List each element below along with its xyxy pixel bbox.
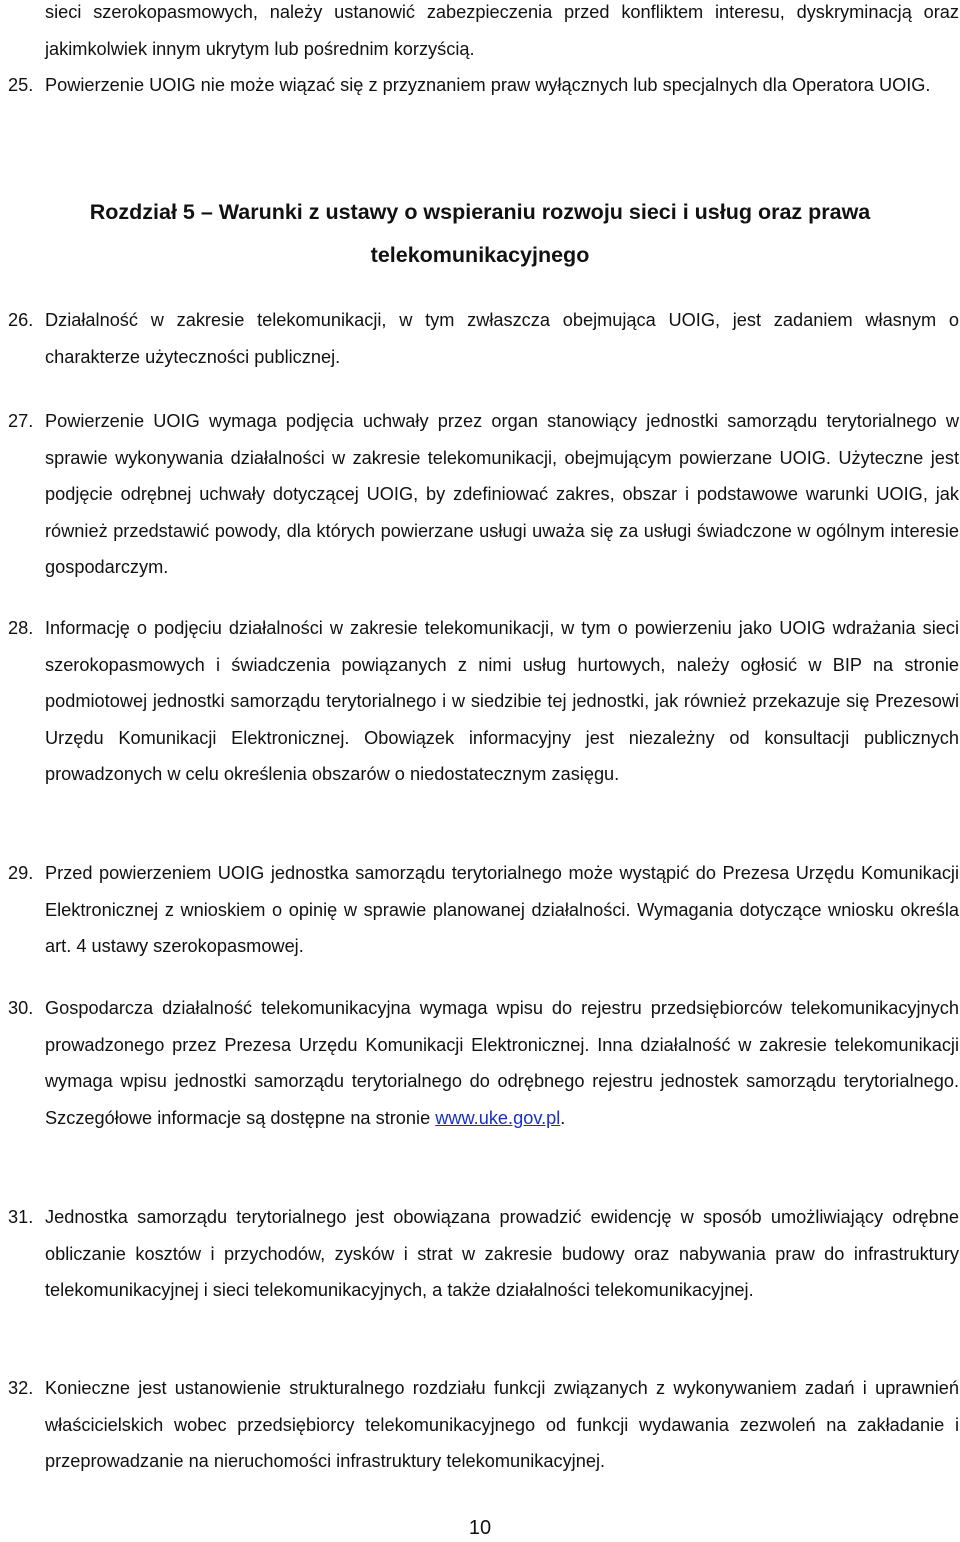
continued-paragraph: sieci szerokopasmowych, należy ustanowić zabezpieczenia przed konfliktem interesu, dyskryminacją oraz jakimkolwiek innym ukrytym lub pośrednim korzyścią. bbox=[45, 2, 959, 59]
list-item-26 bbox=[8, 302, 959, 375]
item-text: Informację o podjęciu działalności w zakresie telekomunikacji, w tym o powierzeniu jako UOIG wdrażania sieci szerokopasmowych i świadczenia powiązanych z nimi usług hurtowych, należy ogłosić w BIP na stronie podmiotowej jednostki samorządu terytorialnego i w siedzibie tej jednostki, jak również przekazuje się Prezesowi Urzędu Komunikacji Elektronicznej. Obowiązek informacyjny jest niezależny od konsultacji publicznych prowadzonych w celu określenia obszarów o niedostatecznym zasięgu. bbox=[45, 618, 959, 785]
item-text-main: Gospodarcza działalność telekomunikacyjna wymaga wpisu do rejestru przedsiębiorców telekomunikacyjnych prowadzonego przez Prezesa Urzędu Komunikacji Elektronicznej. Inna działalność w zakresie telekomunikacji wymaga wpisu jednostki samorządu terytorialnego do odrębnego rejestru jednostek samorządu terytorialnego. Szczegółowe informacje są dostępne na stronie bbox=[45, 998, 959, 1128]
item-number: 26. bbox=[8, 310, 34, 330]
list-item-25 bbox=[8, 67, 959, 104]
list-item-30 bbox=[8, 990, 959, 1136]
page-number: 10 bbox=[468, 1517, 492, 1539]
item-text bbox=[45, 990, 959, 1136]
item-number: 32. bbox=[8, 1378, 34, 1398]
list-item-31 bbox=[8, 1199, 959, 1309]
list-item-32 bbox=[8, 1370, 959, 1480]
chapter-heading: Rozdział 5 – Warunki z ustawy o wspieraniu rozwoju sieci i usług oraz prawa telekomunikacyjnego bbox=[89, 200, 871, 267]
item-text: Konieczne jest ustanowienie strukturalnego rozdziału funkcji związanych z wykonywaniem zadań i uprawnień właścicielskich wobec przedsiębiorcy telekomunikacyjnego od funkcji wydawania zezwoleń na zakładanie i przeprowadzanie na nieruchomości infrastruktury telekomunikacyjnej. bbox=[45, 1378, 959, 1472]
item-number: 31. bbox=[8, 1207, 34, 1227]
item-number: 29. bbox=[8, 863, 34, 883]
item-text-end: . bbox=[560, 1107, 566, 1128]
item-text: Powierzenie UOIG wymaga podjęcia uchwały przez organ stanowiący jednostki samorządu terytorialnego w sprawie wykonywania działalności w zakresie telekomunikacji, obejmującym powierzane UOIG. Użyteczne jest podjęcie odrębnej uchwały dotyczącej UOIG, by zdefiniować zakres, obszar i podstawowe warunki UOIG, jak również przedstawić powody, dla których powierzane usługi uważa się za usługi świadczone w ogólnym interesie gospodarczym. bbox=[45, 411, 959, 578]
item-number: 30. bbox=[8, 998, 34, 1018]
list-item-27 bbox=[8, 403, 959, 586]
list-item-28 bbox=[8, 610, 959, 793]
list-item-29 bbox=[8, 855, 959, 965]
item-text: Powierzenie UOIG nie może wiązać się z przyznaniem praw wyłącznych lub specjalnych dla Operatora UOIG. bbox=[45, 75, 931, 95]
item-text: Przed powierzeniem UOIG jednostka samorządu terytorialnego może wystąpić do Prezesa Urzędu Komunikacji Elektronicznej z wnioskiem o opinię w sprawie planowanej działalności. Wymagania dotyczące wniosku określa art. 4 ustawy szerokopasmowej. bbox=[45, 863, 959, 957]
item-number: 27. bbox=[8, 411, 34, 431]
item-text: Jednostka samorządu terytorialnego jest obowiązana prowadzić ewidencję w sposób umożliwiający odrębne obliczanie kosztów i przychodów, zysków i strat w zakresie budowy oraz nabywania praw do infrastruktury telekomunikacyjnej i sieci telekomunikacyjnych, a także działalności telekomunikacyjnej. bbox=[45, 1207, 959, 1301]
item-number: 25. bbox=[8, 75, 34, 95]
item-number: 28. bbox=[8, 618, 34, 638]
item-text: Działalność w zakresie telekomunikacji, w tym zwłaszcza obejmująca UOIG, jest zadaniem własnym o charakterze użyteczności publicznej. bbox=[45, 310, 959, 367]
uke-website-link[interactable]: www.uke.gov.pl bbox=[435, 1107, 561, 1128]
